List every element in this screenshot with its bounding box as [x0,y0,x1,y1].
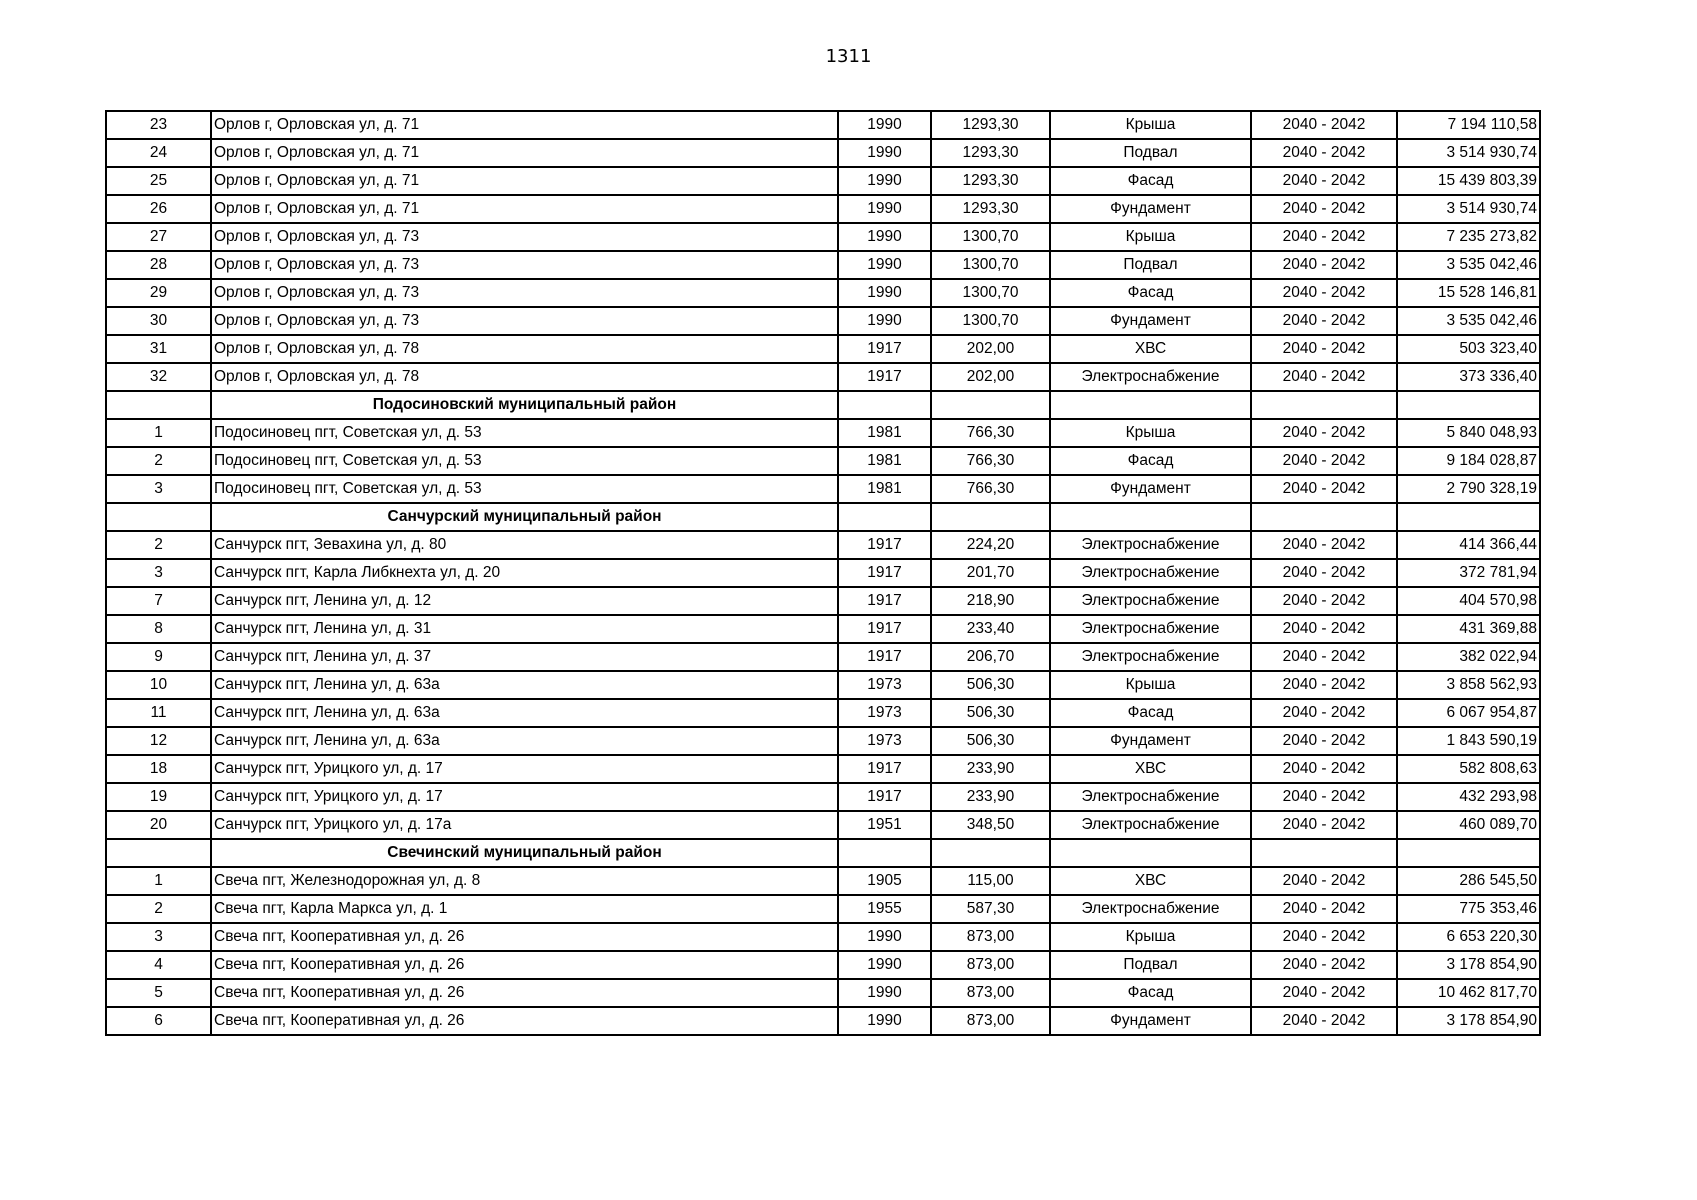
year-cell: 1917 [838,755,931,783]
table-row [106,671,1540,699]
empty-cell [1050,391,1251,419]
period-cell: 2040 - 2042 [1251,195,1397,223]
address-cell: Санчурск пгт, Урицкого ул, д. 17а [211,811,838,839]
year-cell: 1917 [838,531,931,559]
area-cell: 206,70 [931,643,1050,671]
empty-cell [1397,839,1540,867]
area-cell: 587,30 [931,895,1050,923]
area-cell: 202,00 [931,363,1050,391]
district-name-cell: Свечинский муниципальный район [211,839,838,867]
year-cell: 1917 [838,615,931,643]
table-row [106,111,1540,139]
address-cell: Свеча пгт, Кооперативная ул, д. 26 [211,1007,838,1035]
work-type-cell: Электроснабжение [1050,587,1251,615]
row-number-cell: 28 [106,251,211,279]
address-cell: Санчурск пгт, Ленина ул, д. 31 [211,615,838,643]
empty-cell [931,391,1050,419]
period-cell: 2040 - 2042 [1251,671,1397,699]
table-row [106,475,1540,503]
row-number-cell: 2 [106,531,211,559]
year-cell: 1981 [838,419,931,447]
area-cell: 233,40 [931,615,1050,643]
address-cell: Подосиновец пгт, Советская ул, д. 53 [211,475,838,503]
empty-cell [838,503,931,531]
cost-cell: 2 790 328,19 [1397,475,1540,503]
address-cell: Орлов г, Орловская ул, д. 71 [211,111,838,139]
work-type-cell: Фундамент [1050,195,1251,223]
address-cell: Орлов г, Орловская ул, д. 73 [211,251,838,279]
cost-cell: 3 535 042,46 [1397,307,1540,335]
table-row [106,251,1540,279]
table-row [106,699,1540,727]
area-cell: 766,30 [931,447,1050,475]
address-cell: Санчурск пгт, Карла Либкнехта ул, д. 20 [211,559,838,587]
cost-cell: 373 336,40 [1397,363,1540,391]
cost-cell: 382 022,94 [1397,643,1540,671]
district-name-cell: Подосиновский муниципальный район [211,391,838,419]
period-cell: 2040 - 2042 [1251,951,1397,979]
row-number-cell: 8 [106,615,211,643]
period-cell: 2040 - 2042 [1251,811,1397,839]
cost-cell: 3 858 562,93 [1397,671,1540,699]
address-cell: Орлов г, Орловская ул, д. 71 [211,167,838,195]
cost-cell: 7 194 110,58 [1397,111,1540,139]
empty-cell [1397,503,1540,531]
work-type-cell: Фасад [1050,447,1251,475]
address-cell: Подосиновец пгт, Советская ул, д. 53 [211,447,838,475]
empty-cell [1251,503,1397,531]
empty-cell [1050,839,1251,867]
table-row [106,139,1540,167]
year-cell: 1981 [838,447,931,475]
area-cell: 1300,70 [931,307,1050,335]
table-row [106,643,1540,671]
address-cell: Свеча пгт, Кооперативная ул, д. 26 [211,923,838,951]
row-number-cell: 31 [106,335,211,363]
period-cell: 2040 - 2042 [1251,167,1397,195]
work-type-cell: Электроснабжение [1050,615,1251,643]
period-cell: 2040 - 2042 [1251,587,1397,615]
year-cell: 1951 [838,811,931,839]
work-type-cell: Электроснабжение [1050,643,1251,671]
row-number-cell: 3 [106,923,211,951]
area-cell: 1300,70 [931,251,1050,279]
area-cell: 873,00 [931,979,1050,1007]
period-cell: 2040 - 2042 [1251,139,1397,167]
year-cell: 1990 [838,139,931,167]
district-header-row [106,391,1540,419]
area-cell: 1300,70 [931,279,1050,307]
work-type-cell: Фундамент [1050,475,1251,503]
area-cell: 201,70 [931,559,1050,587]
year-cell: 1973 [838,671,931,699]
address-cell: Орлов г, Орловская ул, д. 78 [211,363,838,391]
cost-cell: 1 843 590,19 [1397,727,1540,755]
area-cell: 233,90 [931,783,1050,811]
empty-cell [931,839,1050,867]
row-number-cell: 20 [106,811,211,839]
year-cell: 1973 [838,727,931,755]
year-cell: 1981 [838,475,931,503]
empty-cell [838,839,931,867]
address-cell: Свеча пгт, Кооперативная ул, д. 26 [211,951,838,979]
work-type-cell: Крыша [1050,671,1251,699]
address-cell: Подосиновец пгт, Советская ул, д. 53 [211,419,838,447]
area-cell: 873,00 [931,923,1050,951]
year-cell: 1990 [838,279,931,307]
period-cell: 2040 - 2042 [1251,251,1397,279]
table-row [106,363,1540,391]
district-header-row [106,503,1540,531]
row-number-cell: 19 [106,783,211,811]
period-cell: 2040 - 2042 [1251,363,1397,391]
row-number-cell: 25 [106,167,211,195]
address-cell: Санчурск пгт, Ленина ул, д. 63а [211,727,838,755]
row-number-cell: 11 [106,699,211,727]
year-cell: 1917 [838,363,931,391]
area-cell: 766,30 [931,419,1050,447]
address-cell: Санчурск пгт, Ленина ул, д. 63а [211,699,838,727]
address-cell: Санчурск пгт, Зевахина ул, д. 80 [211,531,838,559]
row-number-cell: 23 [106,111,211,139]
year-cell: 1917 [838,783,931,811]
work-type-cell: Электроснабжение [1050,559,1251,587]
period-cell: 2040 - 2042 [1251,531,1397,559]
table-row [106,895,1540,923]
cost-cell: 5 840 048,93 [1397,419,1540,447]
area-cell: 1293,30 [931,111,1050,139]
table-row [106,783,1540,811]
table-row [106,307,1540,335]
table-row [106,419,1540,447]
cost-cell: 431 369,88 [1397,615,1540,643]
work-type-cell: Фасад [1050,699,1251,727]
table-row [106,867,1540,895]
work-type-cell: Электроснабжение [1050,363,1251,391]
row-number-cell: 32 [106,363,211,391]
row-number-cell: 5 [106,979,211,1007]
cost-cell: 3 178 854,90 [1397,1007,1540,1035]
table-row [106,447,1540,475]
cost-cell: 3 535 042,46 [1397,251,1540,279]
address-cell: Санчурск пгт, Урицкого ул, д. 17 [211,755,838,783]
cost-cell: 372 781,94 [1397,559,1540,587]
row-number-cell: 18 [106,755,211,783]
period-cell: 2040 - 2042 [1251,447,1397,475]
row-number-cell: 2 [106,895,211,923]
period-cell: 2040 - 2042 [1251,1007,1397,1035]
period-cell: 2040 - 2042 [1251,111,1397,139]
cost-cell: 414 366,44 [1397,531,1540,559]
row-number-cell: 27 [106,223,211,251]
work-type-cell: Подвал [1050,139,1251,167]
work-type-cell: ХВС [1050,867,1251,895]
cost-cell: 460 089,70 [1397,811,1540,839]
area-cell: 233,90 [931,755,1050,783]
table-row [106,727,1540,755]
area-cell: 218,90 [931,587,1050,615]
work-type-cell: Фундамент [1050,1007,1251,1035]
year-cell: 1917 [838,587,931,615]
row-number-cell: 1 [106,867,211,895]
empty-cell [106,391,211,419]
cost-cell: 3 514 930,74 [1397,195,1540,223]
year-cell: 1990 [838,979,931,1007]
table-row [106,979,1540,1007]
area-cell: 224,20 [931,531,1050,559]
address-cell: Орлов г, Орловская ул, д. 71 [211,195,838,223]
table-row [106,1007,1540,1035]
year-cell: 1990 [838,223,931,251]
empty-cell [1397,391,1540,419]
cost-cell: 775 353,46 [1397,895,1540,923]
work-type-cell: Фундамент [1050,727,1251,755]
empty-cell [1050,503,1251,531]
year-cell: 1990 [838,251,931,279]
area-cell: 1300,70 [931,223,1050,251]
cost-cell: 15 528 146,81 [1397,279,1540,307]
year-cell: 1990 [838,1007,931,1035]
row-number-cell: 2 [106,447,211,475]
row-number-cell: 6 [106,1007,211,1035]
period-cell: 2040 - 2042 [1251,699,1397,727]
work-type-cell: Крыша [1050,923,1251,951]
period-cell: 2040 - 2042 [1251,895,1397,923]
cost-cell: 7 235 273,82 [1397,223,1540,251]
area-cell: 506,30 [931,671,1050,699]
row-number-cell: 9 [106,643,211,671]
period-cell: 2040 - 2042 [1251,979,1397,1007]
row-number-cell: 3 [106,475,211,503]
year-cell: 1917 [838,643,931,671]
address-cell: Санчурск пгт, Урицкого ул, д. 17 [211,783,838,811]
period-cell: 2040 - 2042 [1251,307,1397,335]
work-type-cell: Крыша [1050,419,1251,447]
year-cell: 1990 [838,167,931,195]
table-row [106,559,1540,587]
address-cell: Орлов г, Орловская ул, д. 78 [211,335,838,363]
period-cell: 2040 - 2042 [1251,475,1397,503]
cost-cell: 15 439 803,39 [1397,167,1540,195]
work-type-cell: ХВС [1050,335,1251,363]
table-row [106,195,1540,223]
cost-cell: 286 545,50 [1397,867,1540,895]
district-name-cell: Санчурский муниципальный район [211,503,838,531]
empty-cell [931,503,1050,531]
row-number-cell: 29 [106,279,211,307]
work-type-cell: Фасад [1050,167,1251,195]
address-cell: Орлов г, Орловская ул, д. 73 [211,279,838,307]
address-cell: Орлов г, Орловская ул, д. 73 [211,307,838,335]
cost-cell: 404 570,98 [1397,587,1540,615]
row-number-cell: 3 [106,559,211,587]
cost-cell: 3 514 930,74 [1397,139,1540,167]
year-cell: 1955 [838,895,931,923]
year-cell: 1917 [838,559,931,587]
table-row [106,811,1540,839]
period-cell: 2040 - 2042 [1251,923,1397,951]
table-row [106,531,1540,559]
row-number-cell: 7 [106,587,211,615]
repair-schedule-table [105,110,1541,1036]
period-cell: 2040 - 2042 [1251,755,1397,783]
period-cell: 2040 - 2042 [1251,727,1397,755]
work-type-cell: Электроснабжение [1050,895,1251,923]
empty-cell [1251,839,1397,867]
cost-cell: 432 293,98 [1397,783,1540,811]
area-cell: 1293,30 [931,167,1050,195]
cost-cell: 3 178 854,90 [1397,951,1540,979]
empty-cell [106,839,211,867]
cost-cell: 6 653 220,30 [1397,923,1540,951]
year-cell: 1905 [838,867,931,895]
work-type-cell: Фасад [1050,979,1251,1007]
area-cell: 506,30 [931,727,1050,755]
cost-cell: 6 067 954,87 [1397,699,1540,727]
work-type-cell: Подвал [1050,951,1251,979]
year-cell: 1917 [838,335,931,363]
area-cell: 1293,30 [931,195,1050,223]
table-row [106,167,1540,195]
work-type-cell: Крыша [1050,111,1251,139]
period-cell: 2040 - 2042 [1251,783,1397,811]
cost-cell: 582 808,63 [1397,755,1540,783]
work-type-cell: Электроснабжение [1050,811,1251,839]
empty-cell [106,503,211,531]
address-cell: Орлов г, Орловская ул, д. 73 [211,223,838,251]
area-cell: 873,00 [931,1007,1050,1035]
period-cell: 2040 - 2042 [1251,615,1397,643]
year-cell: 1973 [838,699,931,727]
area-cell: 766,30 [931,475,1050,503]
area-cell: 873,00 [931,951,1050,979]
work-type-cell: Крыша [1050,223,1251,251]
table-row [106,923,1540,951]
row-number-cell: 10 [106,671,211,699]
work-type-cell: Электроснабжение [1050,531,1251,559]
period-cell: 2040 - 2042 [1251,419,1397,447]
empty-cell [1251,391,1397,419]
table-row [106,279,1540,307]
row-number-cell: 12 [106,727,211,755]
empty-cell [838,391,931,419]
year-cell: 1990 [838,951,931,979]
address-cell: Санчурск пгт, Ленина ул, д. 63а [211,671,838,699]
period-cell: 2040 - 2042 [1251,559,1397,587]
period-cell: 2040 - 2042 [1251,223,1397,251]
area-cell: 115,00 [931,867,1050,895]
table-row [106,755,1540,783]
year-cell: 1990 [838,195,931,223]
address-cell: Орлов г, Орловская ул, д. 71 [211,139,838,167]
cost-cell: 10 462 817,70 [1397,979,1540,1007]
period-cell: 2040 - 2042 [1251,867,1397,895]
district-header-row [106,839,1540,867]
work-type-cell: Фундамент [1050,307,1251,335]
work-type-cell: ХВС [1050,755,1251,783]
period-cell: 2040 - 2042 [1251,279,1397,307]
cost-cell: 503 323,40 [1397,335,1540,363]
table-row [106,587,1540,615]
address-cell: Санчурск пгт, Ленина ул, д. 12 [211,587,838,615]
work-type-cell: Электроснабжение [1050,783,1251,811]
cost-cell: 9 184 028,87 [1397,447,1540,475]
table-row [106,335,1540,363]
table-body [106,111,1540,1035]
area-cell: 506,30 [931,699,1050,727]
area-cell: 202,00 [931,335,1050,363]
row-number-cell: 1 [106,419,211,447]
year-cell: 1990 [838,923,931,951]
address-cell: Свеча пгт, Железнодорожная ул, д. 8 [211,867,838,895]
table-row [106,223,1540,251]
table-row [106,615,1540,643]
address-cell: Свеча пгт, Кооперативная ул, д. 26 [211,979,838,1007]
address-cell: Свеча пгт, Карла Маркса ул, д. 1 [211,895,838,923]
year-cell: 1990 [838,307,931,335]
row-number-cell: 4 [106,951,211,979]
address-cell: Санчурск пгт, Ленина ул, д. 37 [211,643,838,671]
row-number-cell: 24 [106,139,211,167]
row-number-cell: 30 [106,307,211,335]
year-cell: 1990 [838,111,931,139]
area-cell: 1293,30 [931,139,1050,167]
page-number: 1311 [825,46,872,67]
period-cell: 2040 - 2042 [1251,335,1397,363]
work-type-cell: Подвал [1050,251,1251,279]
table-row [106,951,1540,979]
period-cell: 2040 - 2042 [1251,643,1397,671]
area-cell: 348,50 [931,811,1050,839]
work-type-cell: Фасад [1050,279,1251,307]
row-number-cell: 26 [106,195,211,223]
